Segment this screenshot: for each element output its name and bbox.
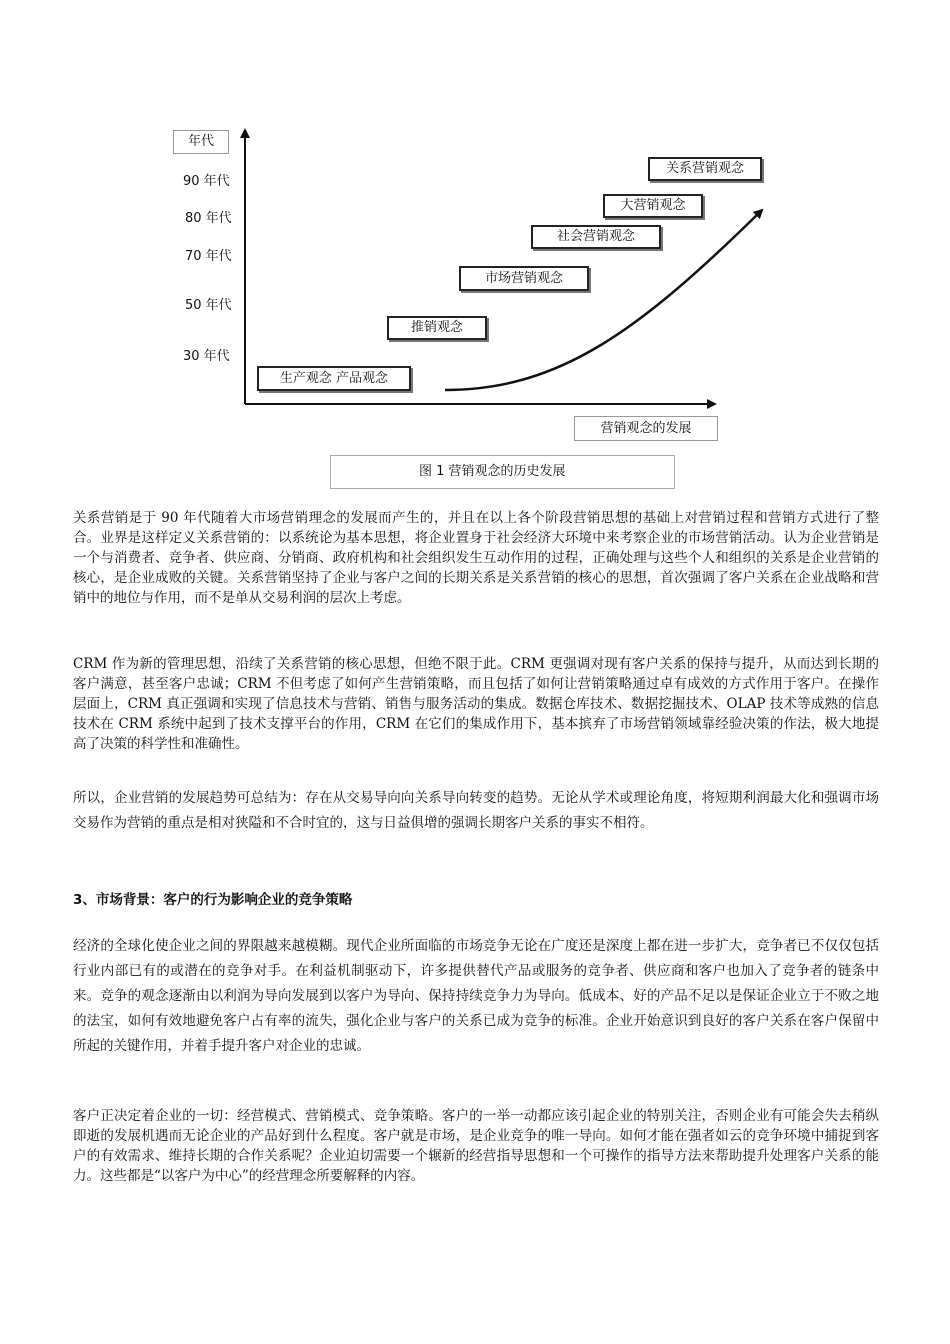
x-axis-title: 营销观念的发展 — [574, 416, 718, 441]
y-label-90s: 90 年代 — [183, 174, 230, 189]
y-axis-title: 年代 — [173, 130, 229, 154]
paragraph-globalization: 经济的全球化使企业之间的界限越来越模糊。现代企业所面临的市场竞争无论在广度还是深度上都在进一步扩大，竞争者已不仅仅包括行业内部已有的或潜在的竞争对手。在利益机制驱动下，许多提供替代产品或服务的竞争者、供应商和客户也加入了竞争者的链条中来。竞争的观念逐渐由以利润为导向发展到以客户为导向、保持持续竞争力为导向。低成本、好的产品不足以是保证企业立于不败之地的法宝，如何有效地避免客户占有率的流失，强化企业与客户的关系已成为竞争的标准。企业开始意识到良好的客户关系在客户保留中所起的关键作用，并着手提升客户对企业的忠诚。 — [73, 938, 879, 1054]
stage-production: 生产观念 产品观念 — [257, 366, 411, 391]
y-label-80s: 80 年代 — [185, 211, 232, 226]
figure-caption: 图 1 营销观念的历史发展 — [330, 455, 675, 489]
stage-selling: 推销观念 — [387, 316, 487, 340]
paragraph-relationship-marketing: 关系营销是于 90 年代随着大市场营销理念的发展而产生的，并且在以上各个阶段营销思想的基础上对营销过程和营销方式进行了整合。业界是这样定义关系营销的：以系统论为基本思想，将企业置身于社会经济大环境中来考察企业的市场营销活动。认为企业营销是一个与消费者、竞争者、供应商、分销商、政府机构和社会组织发生互动作用的过程，正确处理与这些个人和组织的关系是企业营销的核心，是企业成败的关键。关系营销坚持了企业与客户之间的长期关系是关系营销的核心的思想，首次强调了客户关系在企业战略和营销中的地位与作用，而不是单从交易利润的层次上考虑。 — [73, 510, 879, 606]
stage-social: 社会营销观念 — [531, 225, 661, 249]
stage-mega: 大营销观念 — [603, 194, 703, 218]
figure-axes — [0, 0, 950, 500]
y-label-50s: 50 年代 — [185, 298, 232, 313]
stage-market: 市场营销观念 — [459, 266, 589, 291]
y-label-70s: 70 年代 — [185, 249, 232, 264]
paragraph-trend: 所以，企业营销的发展趋势可总结为：存在从交易导向向关系导向转变的趋势。无论从学术或理论角度，将短期利润最大化和强调市场交易作为营销的重点是相对狭隘和不合时宜的，这与日益俱增的强调长期客户关系的事实不相符。 — [73, 790, 879, 831]
paragraph-crm: CRM 作为新的管理思想，沿续了关系营销的核心思想，但绝不限于此。CRM 更强调对现有客户关系的保持与提升，从而达到长期的客户满意，甚至客户忠诚；CRM 不但考虑了如何产生营销策略，而且包括了如何让营销策略通过卓有成效的方式作用于客户。在操作层面上，CRM 真正强调和实现了信息技术与营销、销售与服务活动的集成。数据仓库技术、数据挖掘技术、OLAP 技术等成熟的信息技术在 CRM 系统中起到了技术支撑平台的作用，CRM 在它们的集成作用下，基本摈弃了市场营销领域靠经验决策的作法，极大地提高了决策的科学性和准确性。 — [73, 656, 879, 752]
marketing-history-figure — [0, 0, 950, 500]
stage-relationship: 关系营销观念 — [648, 157, 762, 181]
paragraph-customer: 客户正决定着企业的一切：经营模式、营销模式、竞争策略。客户的一举一动都应该引起企业的特别关注，否则企业有可能会失去稍纵即逝的发展机遇而无论企业的产品好到什么程度。客户就是市场，是企业竞争的唯一导向。如何才能在强者如云的竞争环境中捕捉到客户的有效需求、维持长期的合作关系呢？企业迫切需要一个辗新的经营指导思想和一个可操作的指导方法来帮助提升处理客户关系的能力。这些都是“以客户为中心”的经营理念所要解释的内容。 — [73, 1108, 879, 1184]
y-label-30s: 30 年代 — [183, 349, 230, 364]
section-heading: 3、市场背景：客户的行为影响企业的竞争策略 — [73, 892, 353, 908]
